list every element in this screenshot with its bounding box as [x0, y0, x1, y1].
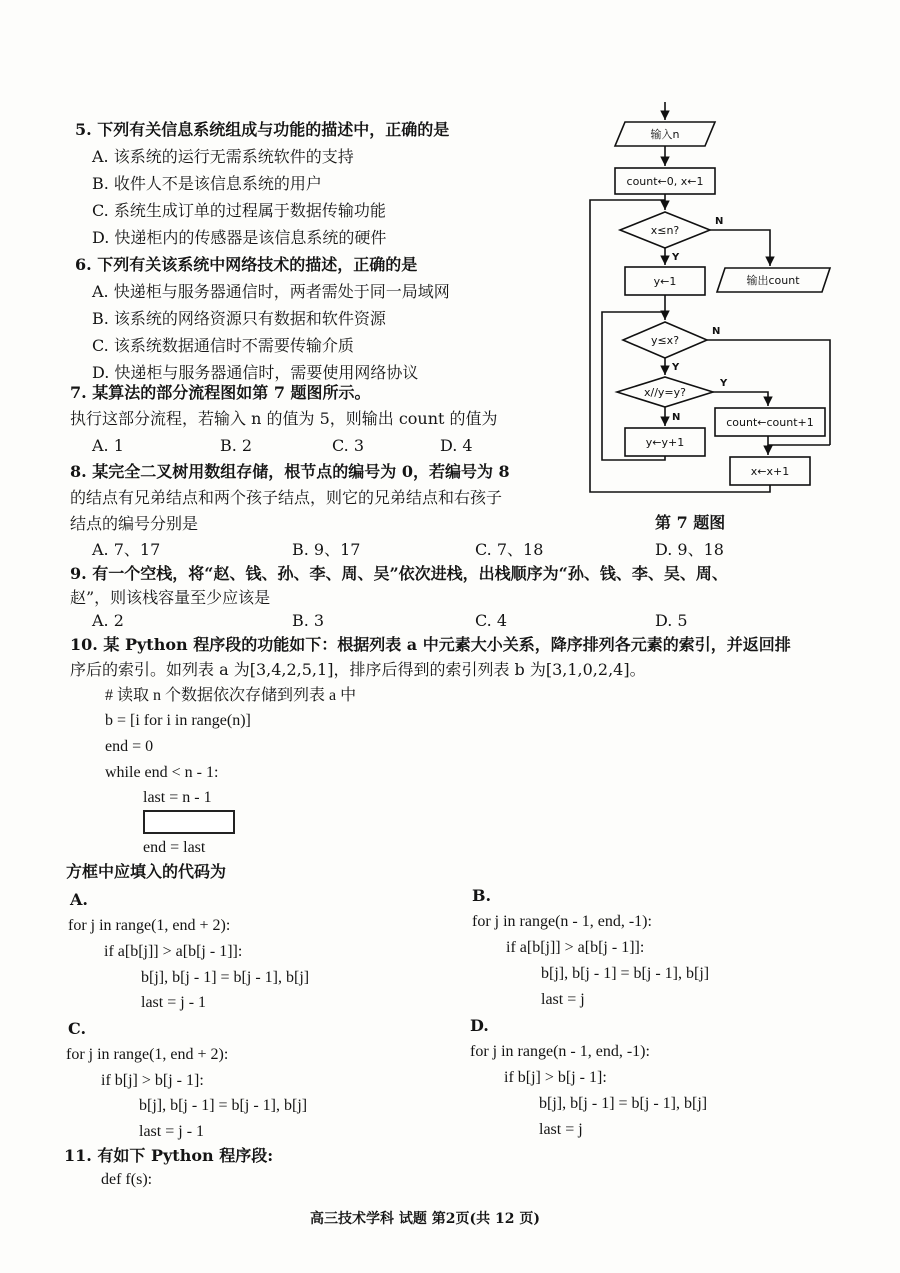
q10-option-a-line: b[j], b[j - 1] = b[j - 1], b[j] [141, 969, 310, 986]
q10-line2: 序后的索引。如列表 a 为[3,4,2,5,1]，排序后得到的索引列表 b 为[3,1,0,2,4]。 [70, 660, 646, 679]
q8-option-b: B. 9、17 [292, 540, 361, 559]
flow-y-inc-label: y←y+1 [645, 436, 685, 449]
flow-cond3-no: N [672, 412, 681, 423]
q8-option-a: A. 7、17 [92, 540, 161, 559]
q9-line1: 9. 有一个空栈，将“赵、钱、孙、李、周、吴”依次进栈，出栈顺序为“孙、钱、李、吴、周、 [70, 564, 728, 583]
q10-code-line: last = n - 1 [143, 789, 212, 806]
q10-code-line: end = last [143, 839, 206, 856]
q10-option-a-line: if a[b[j]] > a[b[j - 1]]: [104, 943, 243, 960]
q10-prompt: 方框中应填入的代码为 [66, 862, 227, 881]
flow-count-label: count←count+1 [726, 416, 814, 429]
q9-option-b: B. 3 [292, 611, 325, 630]
q7-line2: 执行这部分流程，若输入 n 的值为 5，则输出 count 的值为 [70, 409, 498, 428]
q10-option-b-label: B. [472, 886, 492, 905]
q10-code-line: end = 0 [105, 738, 154, 755]
page-footer: 高三技术学科 试题 第2页(共 12 页) [310, 1211, 540, 1227]
q10-option-c-line: last = j - 1 [139, 1123, 205, 1140]
q9-option-c: C. 4 [475, 611, 508, 630]
q7-figure-caption: 第 7 题图 [655, 513, 726, 532]
flow-cond3-yes: Y [720, 378, 728, 389]
q10-option-b-line: b[j], b[j - 1] = b[j - 1], b[j] [541, 965, 710, 982]
q8-line3: 结点的编号分别是 [70, 514, 199, 533]
q7-stem: 7. 某算法的部分流程图如第 7 题图所示。 [70, 383, 371, 402]
q10-option-d-line: if b[j] > b[j - 1]: [504, 1069, 607, 1086]
q5-option-c: C. 系统生成订单的过程属于数据传输功能 [92, 201, 386, 220]
q5-stem: 5. 下列有关信息系统组成与功能的描述中，正确的是 [75, 120, 450, 139]
q10-option-c-line: for j in range(1, end + 2): [66, 1046, 229, 1063]
q7-flowchart [580, 100, 840, 500]
flow-assign-y-label: y←1 [653, 275, 677, 288]
q10-option-b-line: for j in range(n - 1, end, -1): [472, 913, 652, 930]
q10-option-c-line: b[j], b[j - 1] = b[j - 1], b[j] [139, 1097, 308, 1114]
q8-line2: 的结点有兄弟结点和两个孩子结点，则它的兄弟结点和右孩子 [70, 488, 503, 507]
q6-option-b: B. 该系统的网络资源只有数据和软件资源 [92, 309, 386, 328]
q6-stem: 6. 下列有关该系统中网络技术的描述，正确的是 [75, 255, 418, 274]
q10-option-d-label: D. [470, 1016, 489, 1035]
q6-option-c: C. 该系统数据通信时不需要传输介质 [92, 336, 354, 355]
flow-cond2-yes: Y [672, 362, 680, 373]
q10-code-comment: # 读取 n 个数据依次存储到列表 a 中 [105, 687, 357, 704]
q5-option-d: D. 快递柜内的传感器是该信息系统的硬件 [92, 228, 387, 247]
flow-cond2-label: y≤x? [650, 334, 680, 347]
q7-option-b: B. 2 [220, 436, 253, 455]
flow-output-label: 输出count [746, 274, 800, 287]
q8-option-d: D. 9、18 [655, 540, 724, 559]
q6-option-a: A. 快递柜与服务器通信时，两者需处于同一局域网 [92, 282, 450, 301]
flow-cond1-yes: Y [672, 252, 680, 263]
q10-code-line: while end < n - 1: [105, 764, 219, 781]
q6-option-d: D. 快递柜与服务器通信时，需要使用网络协议 [92, 363, 419, 382]
q10-option-b-line: if a[b[j]] > a[b[j - 1]]: [506, 939, 645, 956]
q7-option-a: A. 1 [92, 436, 124, 455]
q10-option-c-line: if b[j] > b[j - 1]: [101, 1072, 204, 1089]
q8-option-c: C. 7、18 [475, 540, 544, 559]
q8-line1: 8. 某完全二叉树用数组存储，根节点的编号为 0，若编号为 8 [70, 462, 510, 481]
q7-option-d: D. 4 [440, 436, 473, 455]
q11-line1: 11. 有如下 Python 程序段: [64, 1146, 274, 1165]
flow-cond3-label: x//y=y? [644, 386, 686, 399]
q10-option-d-line: b[j], b[j - 1] = b[j - 1], b[j] [539, 1095, 708, 1112]
q10-option-a-label: A. [70, 890, 88, 909]
q10-answer-blank-box [143, 810, 235, 834]
q7-option-c: C. 3 [332, 436, 365, 455]
q9-line2: 赵”，则该栈容量至少应该是 [70, 588, 271, 607]
q10-option-c-label: C. [68, 1019, 87, 1038]
flow-input-label: 输入n [650, 128, 680, 141]
q10-option-a-line: last = j - 1 [141, 994, 207, 1011]
q9-option-a: A. 2 [92, 611, 124, 630]
q10-option-d-line: for j in range(n - 1, end, -1): [470, 1043, 650, 1060]
flow-init-label: count←0, x←1 [626, 175, 704, 188]
q10-option-a-line: for j in range(1, end + 2): [68, 917, 231, 934]
flow-cond1-no: N [715, 216, 724, 227]
q5-option-b: B. 收件人不是该信息系统的用户 [92, 174, 322, 193]
q9-option-d: D. 5 [655, 611, 688, 630]
flow-cond2-no: N [712, 326, 721, 337]
q10-option-b-line: last = j [541, 991, 585, 1008]
q10-option-d-line: last = j [539, 1121, 583, 1138]
flow-x-inc-label: x←x+1 [750, 465, 790, 478]
q10-code-line: b = [i for i in range(n)] [105, 712, 251, 729]
q5-option-a: A. 该系统的运行无需系统软件的支持 [92, 147, 354, 166]
q10-line1: 10. 某 Python 程序段的功能如下：根据列表 a 中元素大小关系，降序排列各元素的索引，并返回排 [70, 635, 791, 654]
q11-line2: def f(s): [101, 1171, 153, 1188]
flow-cond1-label: x≤n? [650, 224, 680, 237]
